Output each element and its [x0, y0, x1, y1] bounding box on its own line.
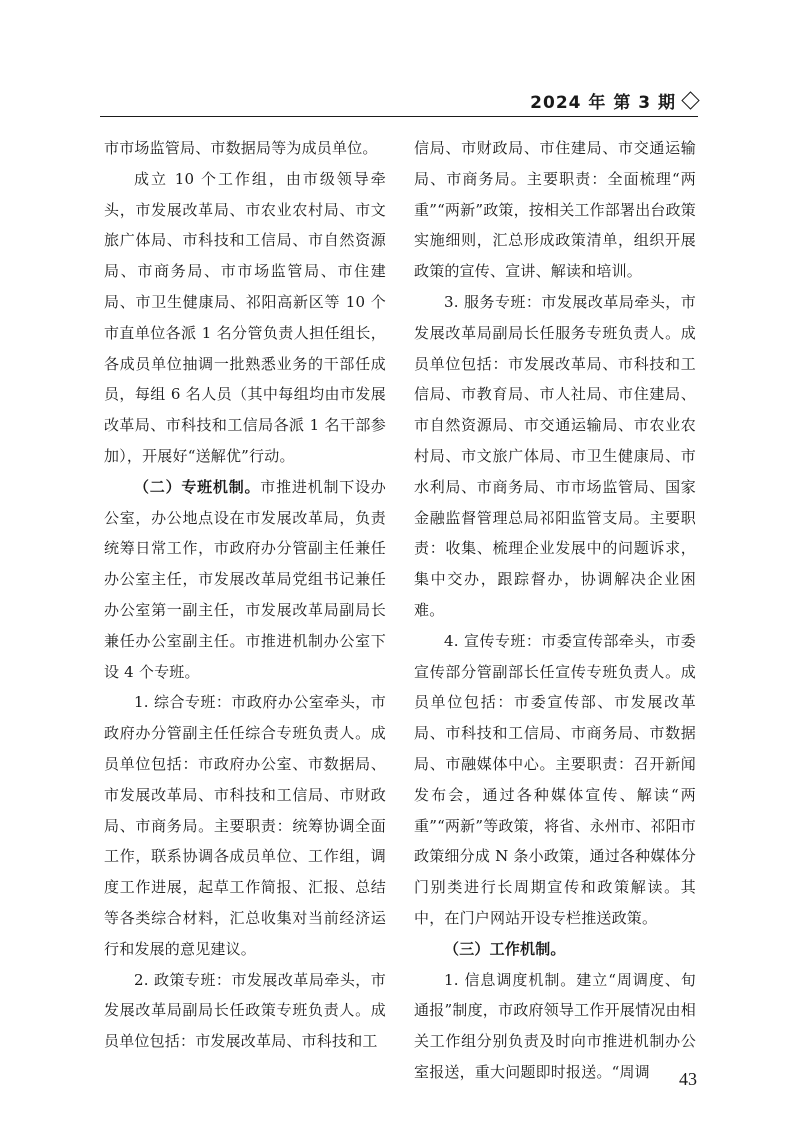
diamond-icon	[681, 91, 699, 109]
header-rule	[100, 116, 698, 117]
left-column	[104, 133, 386, 1057]
subheading: （二）专班机制。	[134, 477, 261, 496]
issue-header	[517, 88, 697, 113]
paragraph: 1. 综合专班：市政府办公室牵头，市政府办分管副主任任综合专班负责人。成员单位包括：市政府办公室、市数据局、市发展改革局、市科技和工信局、市财政局、市商务局。主要职责：统筹协调全面工作，联系协调各成员单位、工作组，调度工作进展，起草工作简报、汇报、总结等各类综合材料，汇总收集对当前经济运行和发展的意见建议。	[104, 693, 386, 958]
paragraph	[104, 472, 386, 688]
right-column	[414, 133, 696, 1088]
paragraph: 市市场监管局、市数据局等为成员单位。	[104, 139, 378, 157]
page-number: 43	[679, 1069, 697, 1089]
paragraph: 信局、市财政局、市住建局、市交通运输局、市商务局。主要职责：全面梳理“两重”“两新”政策，按相关工作部署出台政策实施细则，汇总形成政策清单，组织开展政策的宣传、宣讲、解读和培训。	[414, 139, 697, 281]
issue-label: 2024 年 第 3 期	[530, 93, 676, 113]
paragraph: 1. 信息调度机制。建立“周调度、旬通报”制度，市政府领导工作开展情况由相关工作组分别负责及时向市推进机制办公室报送，重大问题即时报送。“周调	[414, 970, 696, 1081]
paragraph: 成立 10 个工作组，由市级领导牵头，市发展改革局、市农业农村局、市文旅广体局、市科技和工信局、市自然资源局、市商务局、市市场监管局、市住建局、市卫生健康局、祁阳高新区等 10 个市直单位各派 1 名分管负责人担任组长，各成员单位抽调一批熟悉业务的干部任成员，每组 6 名人员（其中每组均由市发展改革局、市科技和工信局各派 1 名干部参加），开展好“送解优”行动。	[104, 169, 386, 465]
paragraph: 4. 宣传专班：市委宣传部牵头，市委宣传部分管副部长任宣传专班负责人。成员单位包括：市委宣传部、市发展改革局、市科技和工信局、市商务局、市数据局、市融媒体中心。主要职责：召开新闻发布会，通过各种媒体宣传、解读“两重”“两新”等政策，将省、永州市、祁阳市政策细分成 N 条小政策，通过各种媒体分门别类进行长周期宣传和政策解读。其中，在门户网站开设专栏推送政策。	[414, 631, 697, 927]
paragraph-text: 市推进机制下设办公室，办公地点设在市发展改革局，负责统筹日常工作，市政府办分管副主任兼任办公室主任，市发展改革局党组书记兼任办公室第一副主任，市发展改革局副局长兼任办公室副主任。市推进机制办公室下设 4 个专班。	[104, 477, 386, 681]
subheading: （三）工作机制。	[444, 939, 566, 958]
paragraph: 2. 政策专班：市发展改革局牵头，市发展改革局副局长任政策专班负责人。成员单位包括：市发展改革局、市科技和工	[104, 970, 386, 1051]
paragraph: 3. 服务专班：市发展改革局牵头，市发展改革局副局长任服务专班负责人。成员单位包括：市发展改革局、市科技和工信局、市教育局、市人社局、市住建局、市自然资源局、市交通运输局、市农业农村局、市文旅广体局、市卫生健康局、市水利局、市商务局、市市场监管局、国家金融监督管理总局祁阳监管支局。主要职责：收集、梳理企业发展中的问题诉求，集中交办，跟踪督办，协调解决企业困难。	[414, 292, 696, 619]
